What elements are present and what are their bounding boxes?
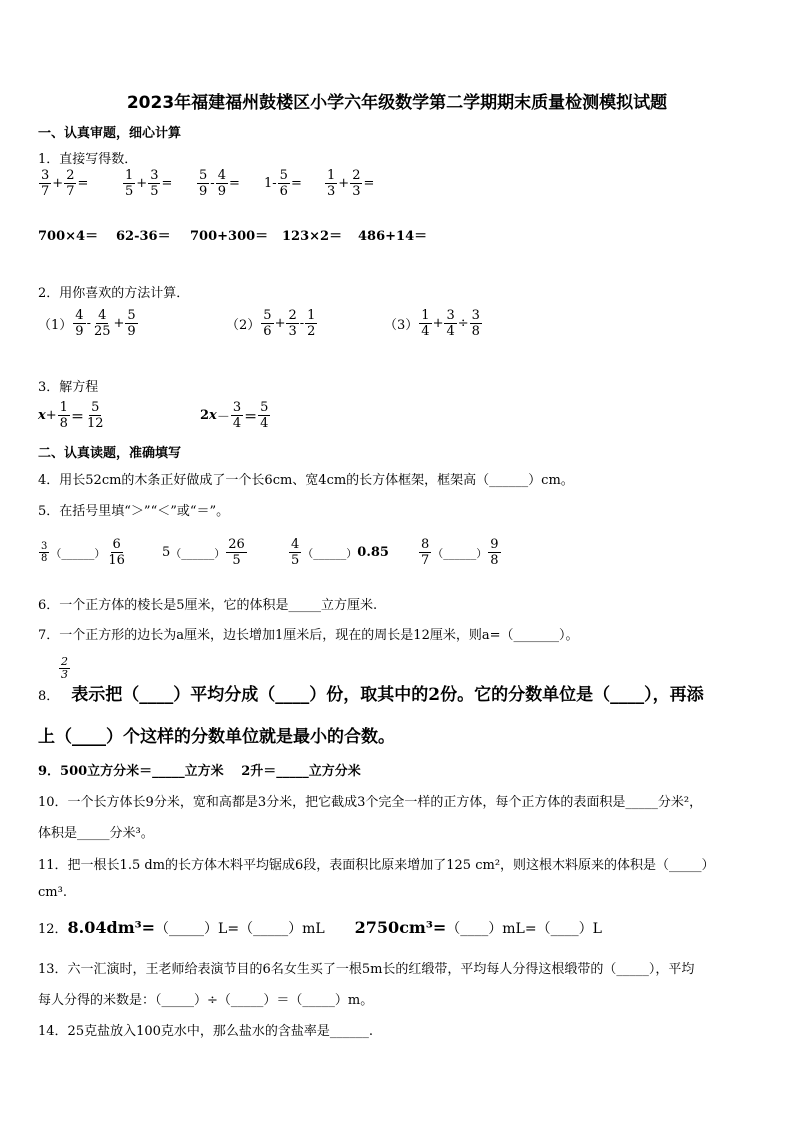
coefficient: 2x [200, 408, 217, 423]
q1-calc-3: 700+300＝ [190, 229, 269, 244]
denominator: 5 [291, 553, 300, 568]
question-7: 7．一个正方形的边长为a厘米，边长增加1厘米后，现在的周长是12厘米，则a=（_______）。 [38, 628, 579, 643]
equals: = [290, 176, 302, 191]
q1-calc-2: 62-36＝ [116, 229, 171, 244]
q5-compare-1 [38, 537, 128, 568]
q5-compare-2 [162, 537, 248, 568]
operator: + [113, 316, 125, 331]
numerator: 6 [112, 537, 121, 552]
denominator: 12 [86, 416, 104, 431]
section-1-heading: 一、认真审题，细心计算 [38, 126, 182, 141]
q1-calc-4: 123×2＝ [282, 229, 343, 244]
denominator: 4 [260, 416, 269, 431]
numerator: 3 [471, 308, 480, 323]
question-6: 6．一个正方体的棱长是5厘米，它的体积是_____立方厘米. [38, 598, 378, 613]
numerator: 8 [421, 537, 430, 552]
denominator: 6 [263, 324, 272, 339]
denominator: 2 [307, 324, 316, 339]
equals: = [161, 176, 173, 191]
question-13-line-1: 13．六一汇演时，王老师给表演节目的6名女生买了一根5m长的红缎带，平均每人分得这根缎带的（_____），平均 [38, 962, 695, 977]
answer-blank[interactable]: （______） [302, 546, 358, 560]
q5-compare-4 [418, 537, 502, 568]
q1-calc-5: 486+14＝ [358, 229, 428, 244]
q8-fraction [58, 656, 71, 681]
question-10-line-2: 体积是_____分米³。 [38, 826, 154, 841]
denominator: 5 [232, 553, 241, 568]
q3-equation-2 [200, 400, 271, 431]
denominator: 3 [61, 668, 68, 681]
denominator: 9 [217, 184, 226, 199]
prefix: 1- [264, 176, 277, 191]
denominator: 7 [66, 184, 75, 199]
answer-blank[interactable]: （______） [432, 546, 488, 560]
denominator: 5 [125, 184, 134, 199]
equals: = [77, 176, 89, 191]
numerator: 3 [41, 168, 50, 183]
numerator: 1 [421, 308, 430, 323]
answer-blank[interactable]: （______） [50, 546, 106, 560]
numerator: 5 [199, 168, 208, 183]
denominator: 9 [75, 324, 84, 339]
numerator: 4 [291, 537, 300, 552]
denominator: 16 [108, 553, 125, 568]
q2-expr-3 [384, 308, 483, 339]
answer-blank[interactable]: （______） [170, 546, 226, 560]
q12-part-c: 2750cm³= [354, 918, 447, 937]
q3-equation-1 [38, 400, 107, 431]
denominator: 4 [421, 324, 430, 339]
value: 5 [162, 545, 171, 560]
numerator: 5 [127, 308, 136, 323]
q12-part-a: 8.04dm³= [67, 918, 156, 937]
numerator: 2 [288, 308, 297, 323]
question-8-line-2: 上（____）个这样的分数单位就是最小的合数。 [38, 727, 395, 747]
numerator: 4 [217, 168, 226, 183]
equals: ＝ [70, 410, 84, 425]
q12-part-b: （_____）L=（_____）mL [155, 921, 325, 937]
numerator: 5 [279, 168, 288, 183]
numerator: 26 [228, 537, 245, 552]
numerator: 1 [327, 168, 336, 183]
question-number: 12． [38, 922, 68, 937]
numerator: 1 [59, 400, 68, 415]
operator: - [86, 316, 91, 331]
numerator: 3 [232, 400, 242, 415]
equals: = [228, 176, 240, 191]
denominator: 8 [490, 553, 499, 568]
operator: - [299, 316, 305, 331]
numerator: 1 [125, 168, 134, 183]
question-12 [38, 918, 602, 938]
operator: ÷ [457, 316, 469, 331]
numerator: 2 [352, 168, 361, 183]
question-3: 3．解方程 [38, 380, 99, 395]
question-11-line-2: cm³. [38, 885, 67, 900]
q2-expr-1 [38, 308, 139, 339]
question-14: 14．25克盐放入100克水中，那么盐水的含盐率是______. [38, 1024, 374, 1039]
q1-calc-1: 700×4＝ [38, 229, 99, 244]
value: 0.85 [357, 545, 389, 560]
q5-compare-3 [288, 537, 389, 568]
denominator: 8 [471, 324, 480, 339]
numerator: 2 [66, 168, 75, 183]
question-2: 2．用你喜欢的方法计算． [38, 286, 190, 301]
question-13-line-2: 每人分得的米数是：（_____）÷（_____）＝（_____）m。 [38, 993, 374, 1008]
denominator: 3 [288, 324, 297, 339]
question-9: 9．500立方分米＝_____立方米 2升＝_____立方分米 [38, 764, 361, 779]
denominator: 4 [446, 324, 455, 339]
operator: + [338, 176, 350, 191]
denominator: 3 [352, 184, 361, 199]
operator: + [432, 316, 444, 331]
variable: x [38, 408, 46, 423]
operator: - [210, 176, 215, 191]
numerator: 5 [91, 400, 100, 415]
numerator: 5 [263, 308, 272, 323]
equals: ＝ [244, 410, 258, 425]
numerator: 2 [61, 655, 68, 668]
denominator: 5 [150, 184, 159, 199]
denominator: 8 [41, 553, 48, 564]
section-2-heading: 二、认真读题，准确填写 [38, 446, 182, 461]
question-4: 4．用长52cm的木条正好做成了一个长6cm、宽4cm的长方体框架，框架高（______）cm。 [38, 473, 574, 488]
q1-item-4 [264, 168, 302, 199]
denominator: 9 [199, 184, 208, 199]
question-text: 表示把（____）平均分成（____）份，取其中的2份。它的分数单位是（____），再添 [71, 685, 704, 705]
expr-label: （2） [226, 318, 261, 333]
question-10-line-1: 10．一个长方体长9分米，宽和高都是3分米，把它截成3个完全一样的正方体，每个正方体的表面积是_____分米²， [38, 795, 703, 810]
operator: + [136, 176, 148, 191]
operator: + [45, 408, 57, 423]
question-5: 5．在括号里填“＞”“＜”或“＝”。 [38, 504, 230, 519]
numerator: 3 [150, 168, 159, 183]
operator: － [216, 410, 230, 425]
page-title: 2023年福建福州鼓楼区小学六年级数学第二学期期末质量检测模拟试题 [126, 93, 668, 113]
denominator: 25 [93, 324, 111, 339]
numerator: 3 [41, 541, 48, 552]
q12-part-d: （____）mL=（____）L [446, 921, 602, 937]
denominator: 9 [127, 324, 136, 339]
question-1: 1．直接写得数． [38, 152, 138, 167]
numerator: 1 [307, 308, 316, 323]
operator: + [274, 316, 286, 331]
denominator: 4 [232, 416, 242, 431]
q2-expr-2 [226, 308, 318, 339]
question-number: 8． [38, 689, 60, 704]
denominator: 6 [279, 184, 288, 199]
denominator: 7 [421, 553, 430, 568]
q1-item-2 [122, 168, 172, 199]
numerator: 5 [260, 400, 269, 415]
numerator: 4 [98, 308, 107, 323]
question-8-line-1 [38, 680, 704, 705]
equals: = [363, 176, 375, 191]
expr-label: （3） [384, 318, 419, 333]
denominator: 7 [41, 184, 50, 199]
denominator: 3 [327, 184, 336, 199]
numerator: 9 [490, 537, 499, 552]
denominator: 8 [59, 416, 68, 431]
expr-label: （1） [38, 318, 73, 333]
q1-item-3 [196, 168, 240, 199]
q1-item-1 [38, 168, 88, 199]
question-11-line-1: 11．把一根长1.5 dm的长方体木料平均锯成6段，表面积比原来增加了125 cm²，则这根木料原来的体积是（_____） [38, 858, 715, 873]
numerator: 3 [446, 308, 455, 323]
numerator: 4 [75, 308, 84, 323]
operator: + [52, 176, 64, 191]
q1-item-5 [324, 168, 374, 199]
